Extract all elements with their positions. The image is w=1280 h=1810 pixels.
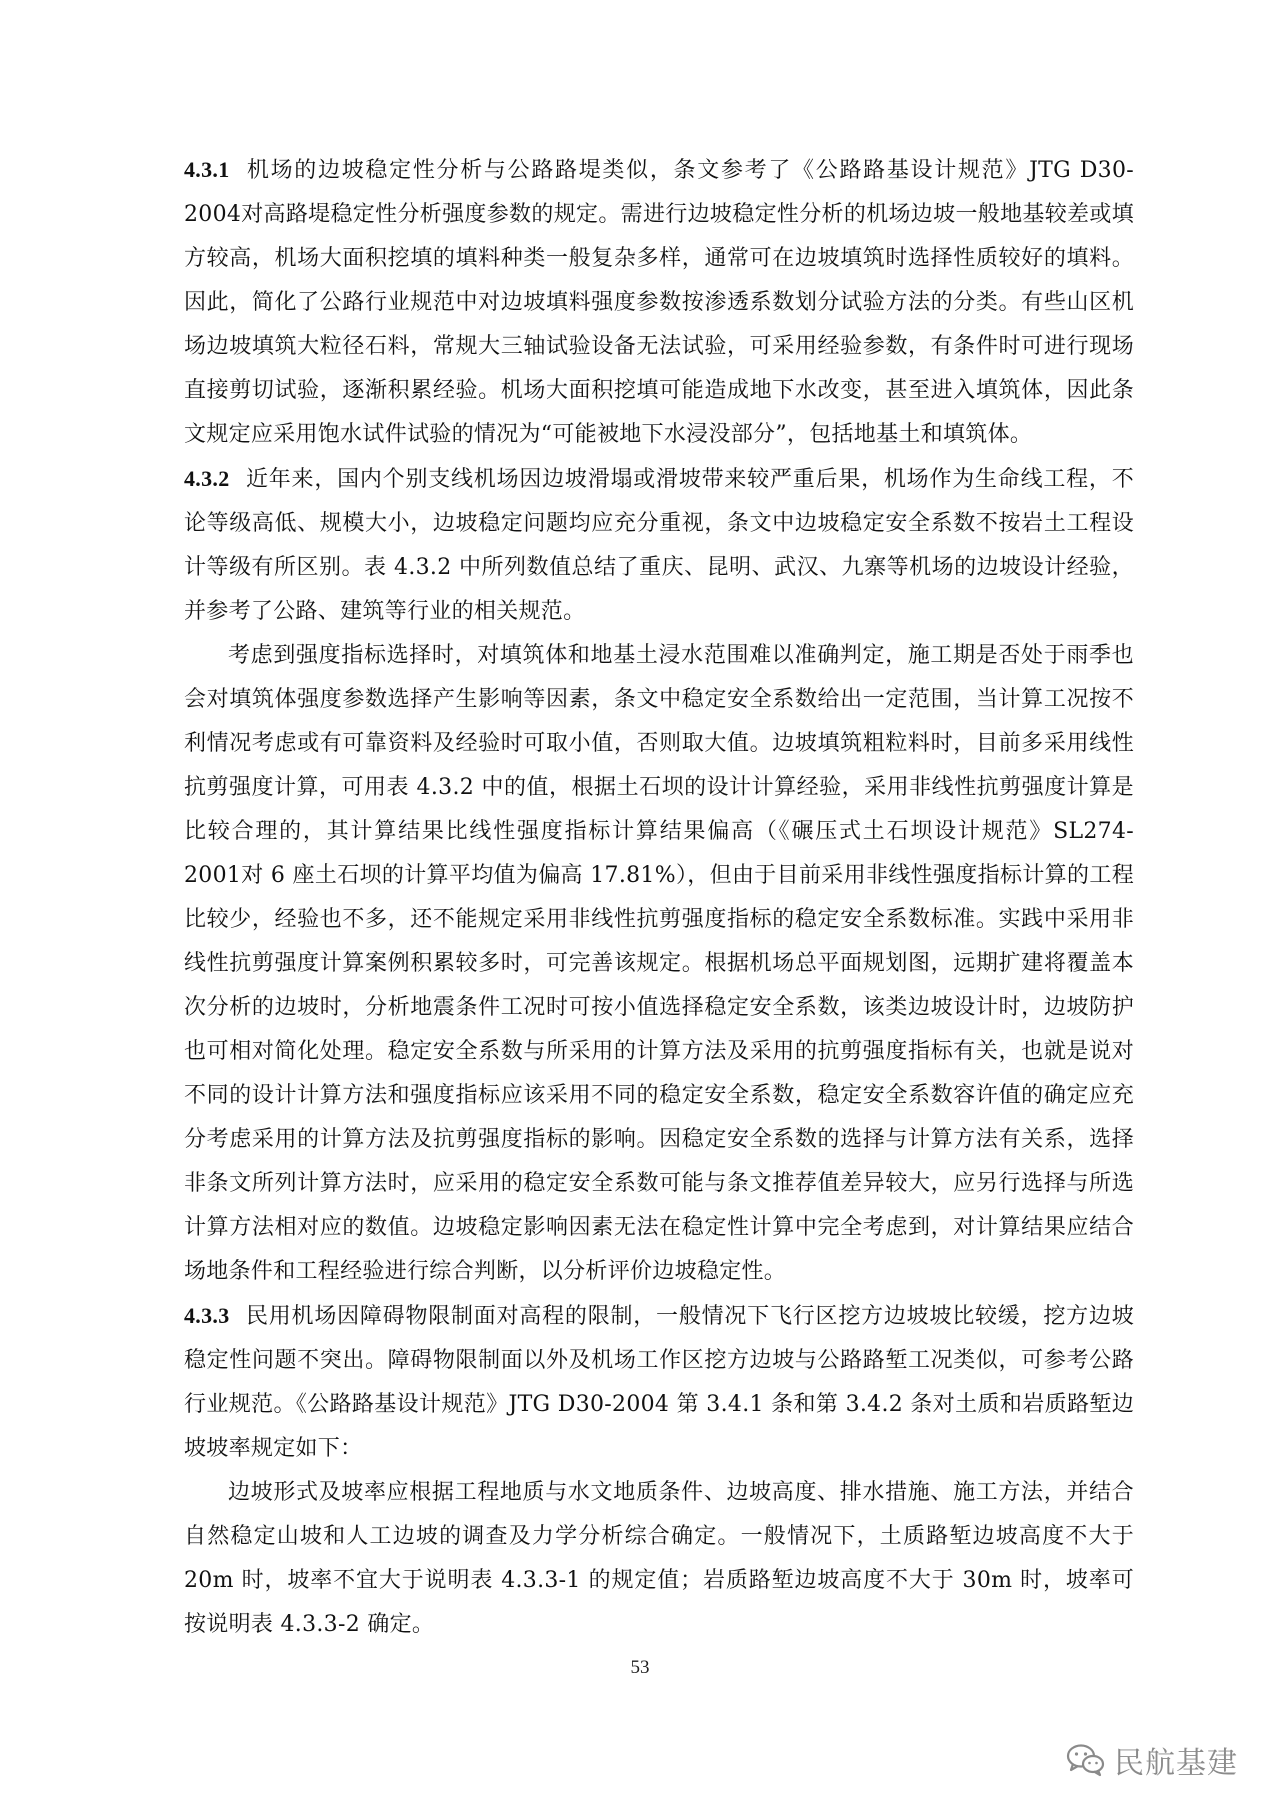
page-number: 53 <box>630 1657 650 1678</box>
section-text: 机场的边坡稳定性分析与公路路堤类似，条文参考了《公路路基设计规范》JTG D30-2004对高路堤稳定性分析强度参数的规定。需进行边坡稳定性分析的机场边坡一般地基较差或填方较高，机场大面积挖填的填料种类一般复杂多样，通常可在边坡填筑时选择性质较好的填料。因此，简化了公路行业规范中对边坡填料强度参数按渗透系数划分试验方法的分类。有些山区机场边坡填筑大粒径石料，常规大三轴试验设备无法试验，可采用经验参数，有条件时可进行现场直接剪切试验，逐渐积累经验。机场大面积挖填可能造成地下水改变，甚至进入填筑体，因此条文规定应采用饱水试件试验的情况为“可能被地下水浸没部分”，包括地基土和填筑体。 <box>184 158 1134 447</box>
document-body <box>184 148 1134 1647</box>
section-number: 4.3.1 <box>184 157 230 182</box>
section-4-3-2 <box>184 457 1134 634</box>
watermark <box>1066 1738 1238 1782</box>
section-4-3-3-paragraph-2: 边坡形式及坡率应根据工程地质与水文地质条件、边坡高度、排水措施、施工方法，并结合自然稳定山坡和人工边坡的调查及力学分析综合确定。一般情况下，土质路堑边坡高度不大于20m 时，坡率不宜大于说明表 4.3.3-1 的规定值；岩质路堑边坡高度不大于 30m 时，坡率可按说明表 4.3.3-2 确定。 <box>184 1480 1134 1637</box>
section-4-3-2-paragraph-2: 考虑到强度指标选择时，对填筑体和地基土浸水范围难以准确判定，施工期是否处于雨季也会对填筑体强度参数选择产生影响等因素，条文中稳定安全系数给出一定范围，当计算工况按不利情况考虑或有可靠资料及经验时可取小值，否则取大值。边坡填筑粗粒料时，目前多采用线性抗剪强度计算，可用表 4.3.2 中的值，根据土石坝的设计计算经验，采用非线性抗剪强度计算是比较合理的，其计算结果比线性强度指标计算结果偏高（《碾压式土石坝设计规范》SL274-2001对 6 座土石坝的计算平均值为偏高 17.81%），但由于目前采用非线性强度指标计算的工程比较少，经验也不多，还不能规定采用非线性抗剪强度指标的稳定安全系数标准。实践中采用非线性抗剪强度计算案例积累较多时，可完善该规定。根据机场总平面规划图，远期扩建将覆盖本次分析的边坡时，分析地震条件工况时可按小值选择稳定安全系数，该类边坡设计时，边坡防护也可相对简化处理。稳定安全系数与所采用的计算方法及采用的抗剪强度指标有关，也就是说对不同的设计计算方法和强度指标应该采用不同的稳定安全系数，稳定安全系数容许值的确定应充分考虑采用的计算方法及抗剪强度指标的影响。因稳定安全系数的选择与计算方法有关系，选择非条文所列计算方法时，应采用的稳定安全系数可能与条文推荐值差异较大，应另行选择与所选计算方法相对应的数值。边坡稳定影响因素无法在稳定性计算中完全考虑到，对计算结果应结合场地条件和工程经验进行综合判断，以分析评价边坡稳定性。 <box>184 643 1134 1284</box>
section-text: 民用机场因障碍物限制面对高程的限制，一般情况下飞行区挖方边坡坡比较缓，挖方边坡稳定性问题不突出。障碍物限制面以外及机场工作区挖方边坡与公路路堑工况类似，可参考公路行业规范。《公路路基设计规范》JTG D30-2004 第 3.4.1 条和第 3.4.2 条对土质和岩质路堑边坡坡率规定如下： <box>184 1304 1134 1461</box>
section-4-3-1 <box>184 148 1134 457</box>
section-text: 近年来，国内个别支线机场因边坡滑塌或滑坡带来较严重后果，机场作为生命线工程，不论等级高低、规模大小，边坡稳定问题均应充分重视，条文中边坡稳定安全系数不按岩土工程设计等级有所区别。表 4.3.2 中所列数值总结了重庆、昆明、武汉、九寨等机场的边坡设计经验，并参考了公路、建筑等行业的相关规范。 <box>184 467 1134 624</box>
section-number: 4.3.3 <box>184 1303 230 1328</box>
watermark-text: 民航基建 <box>1114 1746 1238 1781</box>
section-4-3-3 <box>184 1294 1134 1471</box>
section-number: 4.3.2 <box>184 466 230 491</box>
wechat-icon <box>1066 1743 1106 1777</box>
